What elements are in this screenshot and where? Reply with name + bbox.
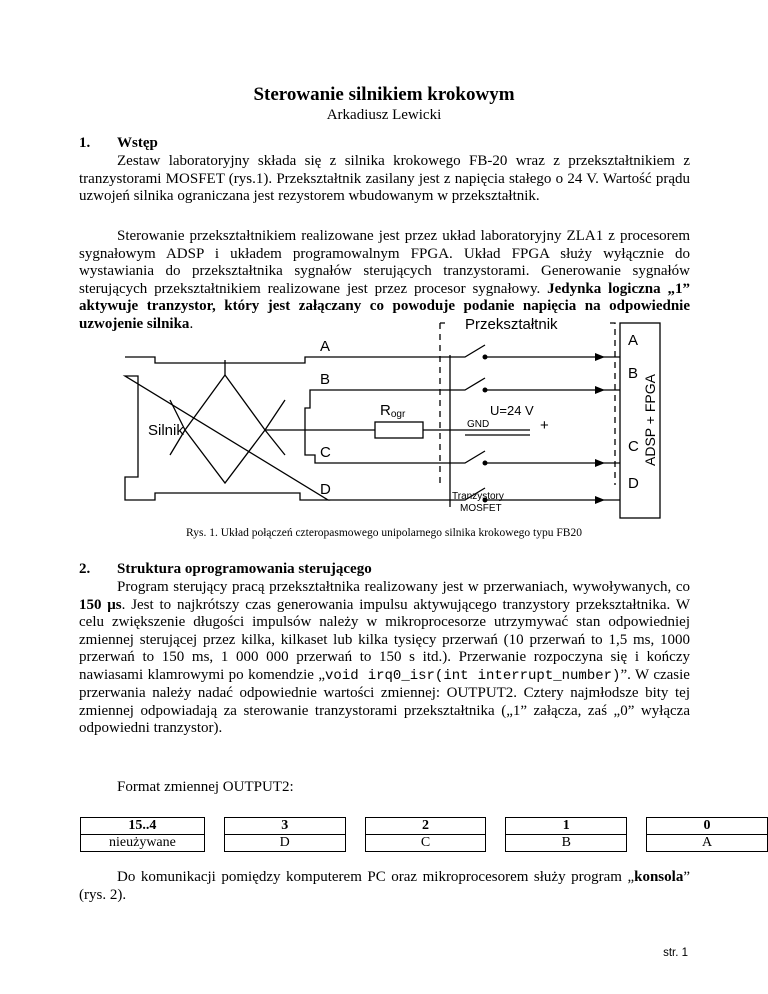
switch-b [450, 378, 530, 390]
table-cell: 1 [506, 818, 627, 835]
label-voltage: U=24 V [490, 403, 534, 418]
section-1-p1-text: Zestaw laboratoryjny składa się z silnika krokowego FB-20 wraz z przekształtnikiem z tranzystorami MOSFET (rys.1). Przekształtnik zasilany jest z napięcia stałego o 24 V. Wartość prądu uzwojeń silnika ograniczana jest rezystorem wbudowanym w przekształtnik. [79, 153, 690, 204]
section-2-paragraph-2 [79, 869, 690, 904]
section-1-title: Wstęp [117, 135, 158, 151]
label-phase-b: B [320, 371, 331, 388]
document-title: Sterowanie silnikiem krokowym [253, 84, 515, 105]
label-transistors-1: Tranzystory [452, 491, 504, 502]
motor-windings [185, 375, 265, 483]
table-cell: nieużywane [81, 835, 205, 852]
page-number: str. 1 [663, 947, 688, 959]
table-cell: 0 [647, 818, 768, 835]
section-1-number: 1. [79, 135, 91, 151]
label-phase-d: D [320, 481, 331, 498]
figure-1-diagram [110, 315, 670, 520]
section-2-p2-text-b: ” (rys. 2). [79, 869, 690, 903]
table-cell: 2 [365, 818, 486, 835]
table-cell: B [506, 835, 627, 852]
format-label [79, 779, 690, 797]
switch-c [450, 451, 530, 463]
table-cell: 3 [224, 818, 345, 835]
label-phase-c: C [320, 444, 331, 461]
switch-a [450, 345, 530, 357]
section-2-p1-bold: 150 μs [79, 596, 122, 613]
controller-phase-c: C [628, 438, 639, 455]
section-2-p2-text-a: Do komunikacji pomiędzy komputerem PC oraz mikroprocesorem służy program „ [117, 869, 635, 885]
section-2-number: 2. [79, 561, 91, 577]
resistor-rogr [375, 422, 423, 438]
table-cell: C [365, 835, 486, 852]
section-2-p1-text-c: ”. W czasie przerwania należy nadać odpowiednie wartości zmiennej: OUTPUT2. Cztery najmłodsze bity tej zmiennej odpowiadają za sterowanie tranzystorami przekształtnika („1” załącza, zaś „0” wyłącza odpowiedni tranzystor). [79, 666, 690, 736]
label-transistors-2: MOSFET [460, 503, 502, 514]
label-plus: + [540, 417, 549, 434]
table-cell: 15..4 [81, 818, 205, 835]
table-cell: D [224, 835, 345, 852]
section-1-p2-text: Sterowanie przekształtnikiem realizowane jest przez układ laboratoryjny ZLA1 z procesorem sygnałowym ADSP i układem programowalnym FPGA. Układ FPGA służy wyłącznie do wystawiania do przekształtnika sygnałów sterujących tranzystorami. Generowanie sygnałów sterujących przekształtnikiem realizowane jest przez procesor sygnałowy. [79, 228, 690, 297]
table-row [81, 818, 768, 835]
label-phase-a: A [320, 338, 331, 355]
section-1-p2-bold: Jedynka logiczna „1” aktywuje tranzystor, który jest załączany co powoduje podanie napięcia na odpowiednie uzwojenie silnika [79, 280, 690, 332]
label-converter: Przekształtnik [465, 316, 558, 333]
section-2-title: Struktura oprogramowania sterującego [117, 561, 372, 577]
label-gnd: GND [467, 419, 490, 430]
section-1-paragraph-1 [79, 153, 690, 206]
table-row [81, 835, 768, 852]
section-1-heading [79, 135, 158, 152]
table-cell: A [647, 835, 768, 852]
figure-1-caption: Rys. 1. Układ połączeń czteropasmowego unipolarnego silnika krokowego typu FB20 [186, 527, 582, 539]
label-resistor: Rogr [380, 402, 406, 420]
section-2-p2-bold: konsola [634, 869, 684, 885]
label-controller: ADSP + FPGA [642, 374, 658, 466]
section-2-p1-code: void irq0_isr(int interrupt_number) [325, 667, 621, 684]
section-2-heading [79, 561, 372, 578]
format-label-text: Format zmiennej OUTPUT2: [117, 779, 294, 795]
document-author: Arkadiusz Lewicki [326, 107, 442, 123]
section-1-p2-end: . [189, 315, 194, 332]
label-motor: Silnik [148, 422, 184, 439]
section-2-paragraph-1 [79, 579, 690, 738]
controller-phase-d: D [628, 475, 639, 492]
section-2-p1-text-a: Program sterujący pracą przekształtnika realizowany jest w przerwaniach, wywoływanych, co [117, 579, 690, 595]
output2-format-table [80, 817, 768, 852]
controller-phase-a: A [628, 332, 639, 349]
controller-phase-b: B [628, 365, 639, 382]
section-2-p1-text-b: . Jest to najkrótszy czas generowania impulsu aktywującego tranzystory przekształtnika. W celu zwiększenie długości impulsów należy w mikroprocesorze utrzymywać stan odpowiedniej zmiennej sterującej przez kilka, kilkaset lub kilka tysięcy przerwań (10 przerwań to 1,5 ms, 1000 przerwań to 150 ms, 1 000 000 przerwań to 150 s itd.). Przerwanie rozpoczyna się i kończy nawiasami klamrowymi po komendzie „ [79, 596, 690, 683]
